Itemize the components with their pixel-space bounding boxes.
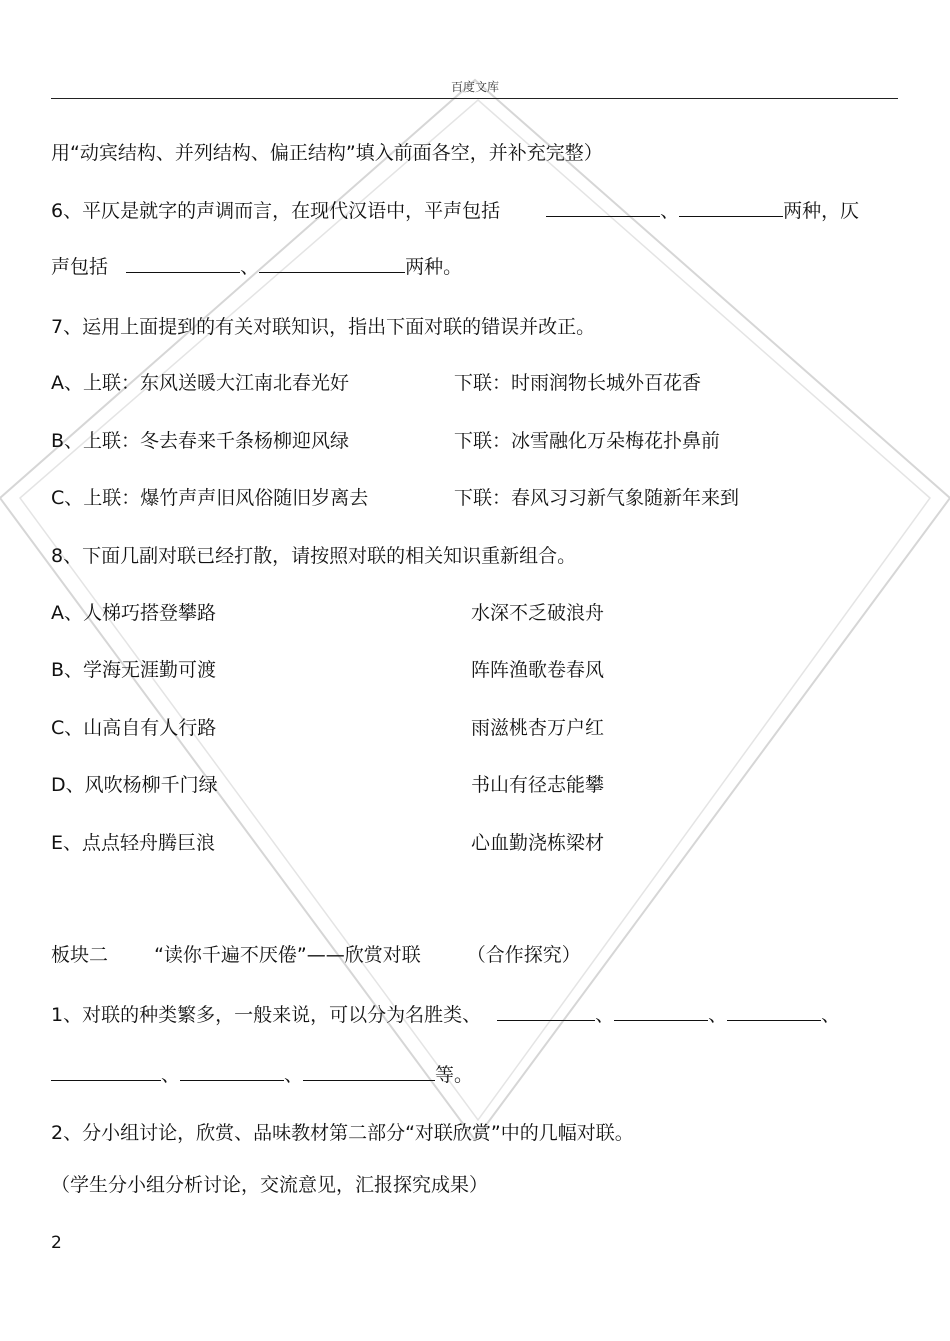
separator: 、 [660, 200, 680, 222]
section-2-question-1-end: 等。 [435, 1064, 474, 1086]
question-7-c-lower: 下联：春风习习新气象随新年来到 [454, 487, 740, 509]
section-2-note: （合作探究） [466, 944, 581, 966]
section-2-question-1-text: 1、对联的种类繁多，一般来说，可以分为名胜类、 [51, 1004, 482, 1026]
answer-blank[interactable] [614, 1002, 708, 1021]
answer-blank[interactable] [303, 1062, 435, 1081]
question-7-b-lower: 下联：冰雪融化万朵梅花扑鼻前 [454, 430, 721, 452]
section-2-heading [51, 942, 581, 968]
question-7-a-upper: A、上联：东风送暖大江南北春光好 [51, 372, 349, 394]
section-2-question-1-line-1 [51, 1002, 840, 1028]
separator: 、 [708, 1004, 728, 1026]
question-7-b-upper: B、上联：冬去春来千条杨柳迎风绿 [51, 430, 350, 452]
answer-blank[interactable] [126, 254, 240, 273]
question-6-text: 6、平仄是就字的声调而言，在现代汉语中，平声包括 [51, 200, 501, 222]
answer-blank[interactable] [679, 198, 783, 217]
section-2-question-1-line-2 [51, 1062, 473, 1088]
header-rule [51, 98, 898, 99]
question-8-c-left: C、山高自有人行路 [51, 717, 217, 739]
separator: 、 [821, 1004, 841, 1026]
separator: 、 [161, 1064, 181, 1086]
answer-blank[interactable] [180, 1062, 284, 1081]
answer-blank[interactable] [546, 198, 660, 217]
section-2-label: 板块二 [51, 944, 109, 966]
question-8-d-right: 书山有径志能攀 [471, 774, 605, 796]
separator: 、 [284, 1064, 304, 1086]
answer-blank[interactable] [727, 1002, 821, 1021]
question-6-text-end: 两种，仄 [783, 200, 860, 222]
question-8-e-right: 心血勤浇栋梁材 [471, 832, 605, 854]
section-2-title: “读你千遍不厌倦”——欣赏对联 [154, 944, 421, 966]
question-8-c-right: 雨滋桃杏万户红 [471, 717, 605, 739]
question-6-text-end: 两种。 [405, 256, 463, 278]
question-8-a-left: A、人梯巧搭登攀路 [51, 602, 216, 624]
separator: 、 [595, 1004, 615, 1026]
answer-blank[interactable] [259, 254, 405, 273]
section-2-question-2: 2、分小组讨论，欣赏、品味教材第二部分“对联欣赏”中的几幅对联。 [51, 1122, 634, 1144]
question-6-line-2 [51, 254, 462, 280]
question-8-e-left: E、点点轻舟腾巨浪 [51, 832, 216, 854]
question-7-a-lower: 下联：时雨润物长城外百花香 [454, 372, 702, 394]
header-title: 百度文库 [450, 80, 499, 94]
question-8: 8、下面几副对联已经打散，请按照对联的相关知识重新组合。 [51, 545, 577, 567]
question-8-b-right: 阵阵渔歌卷春风 [471, 659, 605, 681]
question-6-text: 声包括 [51, 256, 109, 278]
answer-blank[interactable] [51, 1062, 161, 1081]
answer-blank[interactable] [497, 1002, 595, 1021]
question-7-c-upper: C、上联：爆竹声声旧风俗随旧岁离去 [51, 487, 369, 509]
question-6-line-1 [51, 198, 859, 224]
separator: 、 [240, 256, 260, 278]
question-8-a-right: 水深不乏破浪舟 [471, 602, 605, 624]
question-8-d-left: D、风吹杨柳千门绿 [51, 774, 218, 796]
section-2-question-2-note: （学生分小组分析讨论，交流意见，汇报探究成果） [51, 1174, 489, 1196]
question-7: 7、运用上面提到的有关对联知识，指出下面对联的错误并改正。 [51, 316, 596, 338]
text-line-structures: 用“动宾结构、并列结构、偏正结构”填入前面各空，并补充完整） [51, 142, 603, 164]
page-number: 2 [51, 1233, 62, 1253]
question-8-b-left: B、学海无涯勤可渡 [51, 659, 217, 681]
